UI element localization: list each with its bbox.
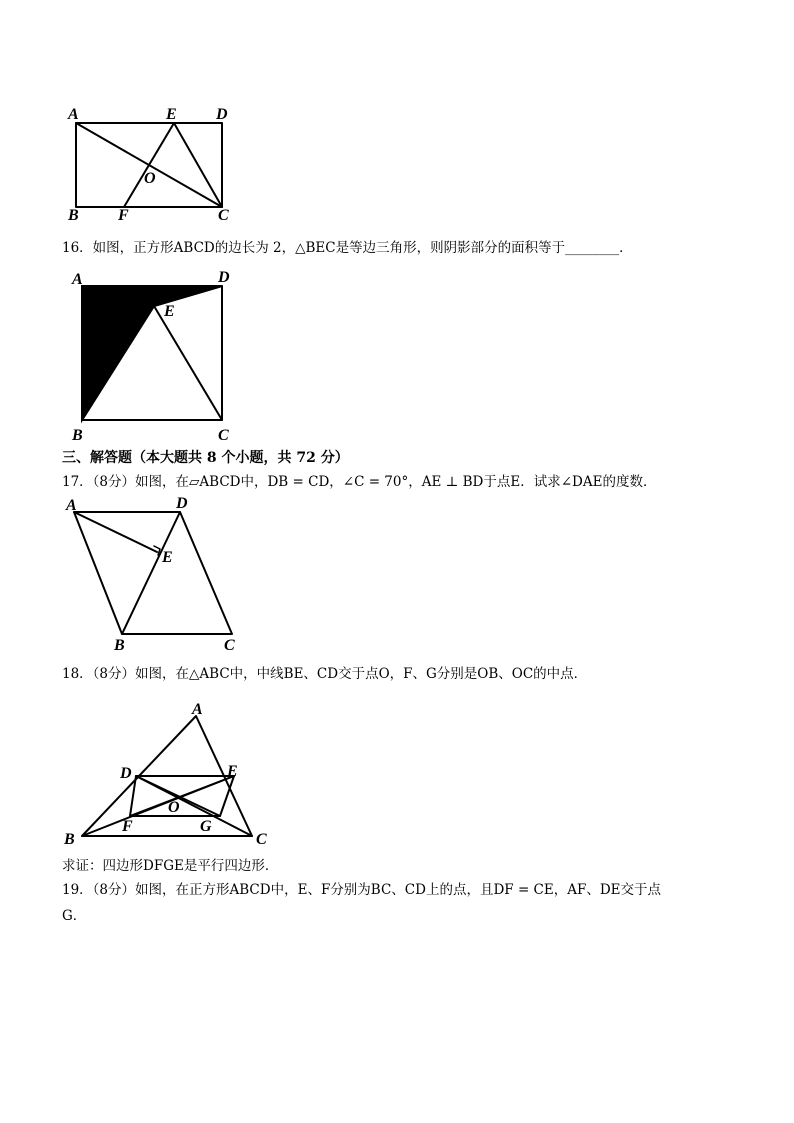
label-e: E xyxy=(162,549,173,566)
label-b: B xyxy=(64,831,75,848)
label-c: C xyxy=(218,207,229,224)
label-o: O xyxy=(168,799,180,816)
segment-ec xyxy=(154,306,222,420)
label-b: B xyxy=(68,207,79,224)
figure-q16 xyxy=(62,266,242,446)
label-a: A xyxy=(68,106,79,123)
label-d: D xyxy=(216,106,228,123)
question-18-text: 18．（8分）如图，在△ABC中，中线BE、CD交于点O，F、G分别是OB、OC的中点． xyxy=(62,666,588,682)
label-b: B xyxy=(114,637,125,654)
label-f: F xyxy=(118,207,129,224)
label-o: O xyxy=(144,170,156,187)
label-g: G xyxy=(200,818,212,835)
label-d: D xyxy=(176,495,188,512)
figure-q17 xyxy=(62,494,252,654)
question-16-text: 16．如图，正方形ABCD的边长为 2，△BEC是等边三角形，则阴影部分的面积等于________． xyxy=(62,240,633,256)
question-18-prove: 求证：四边形DFGE是平行四边形． xyxy=(62,858,279,874)
label-e: E xyxy=(166,106,177,123)
label-e: E xyxy=(227,763,238,780)
parallelogram-abcd xyxy=(74,512,232,634)
label-a: A xyxy=(192,701,203,718)
figure-q18 xyxy=(62,696,282,852)
segment-bd xyxy=(122,512,180,634)
label-d: D xyxy=(218,269,230,286)
segment-ec xyxy=(174,123,222,207)
label-a: A xyxy=(66,497,77,514)
segment-ef xyxy=(124,123,174,207)
question-19-line-1: 19．（8分）如图，在正方形ABCD中，E、F分别为BC、CD上的点，且DF = CE，AF、DE交于点 xyxy=(62,882,662,898)
question-19-line-2: G． xyxy=(62,908,87,924)
shaded-region xyxy=(82,286,222,420)
label-e: E xyxy=(164,303,175,320)
label-d: D xyxy=(120,765,132,782)
label-b: B xyxy=(72,427,83,444)
label-a: A xyxy=(72,271,83,288)
label-c: C xyxy=(224,637,235,654)
section-3-heading: 三、解答题（本大题共 8 个小题，共 72 分） xyxy=(62,450,349,466)
question-17-text: 17．（8分）如图，在▱ABCD中，DB = CD，∠C = 70°，AE ⊥ BD于点E．试求∠DAE的度数． xyxy=(62,474,657,490)
label-f: F xyxy=(122,818,133,835)
label-c: C xyxy=(218,427,229,444)
label-c: C xyxy=(256,831,267,848)
figure-q15 xyxy=(62,102,242,222)
